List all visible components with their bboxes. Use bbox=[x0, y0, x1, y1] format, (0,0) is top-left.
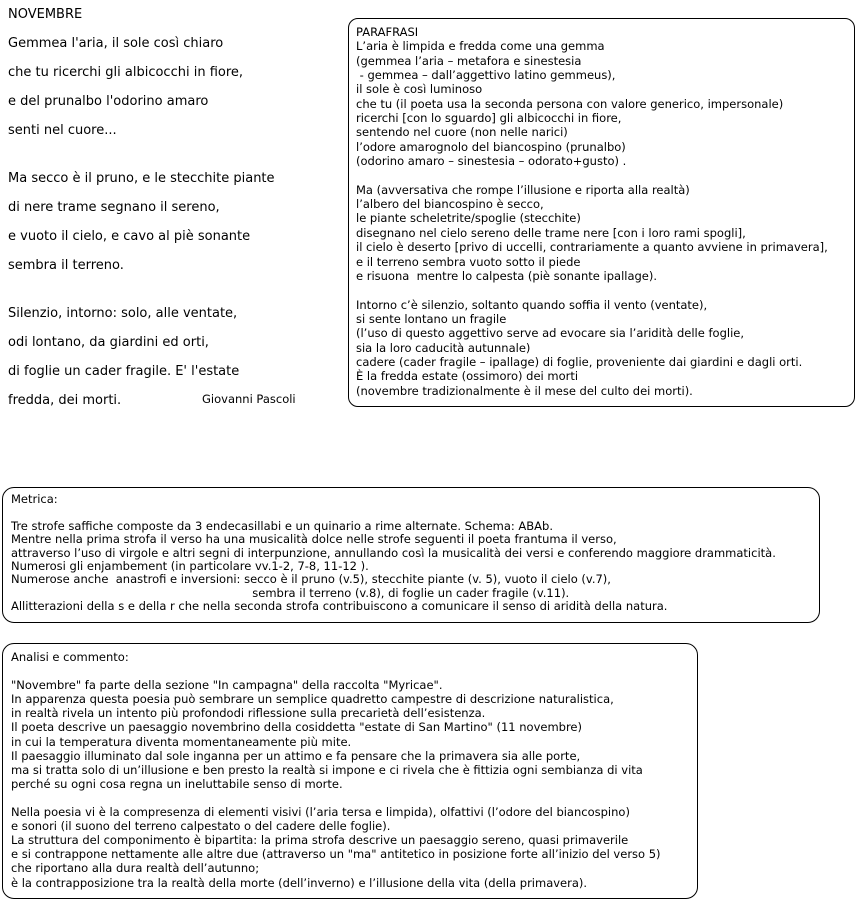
poem-author: Giovanni Pascoli bbox=[202, 392, 296, 406]
poem-title: NOVEMBRE bbox=[8, 7, 83, 22]
parafrasi-line: ricerchi [con lo sguardo] gli albicocchi in fiore, bbox=[356, 111, 622, 126]
poem-line: Gemmea l'aria, il sole così chiaro bbox=[8, 36, 224, 51]
poem-line: di nere trame segnano il sereno, bbox=[8, 200, 220, 215]
analisi-line: che riportano alla dura realtà dell’autunno; bbox=[11, 861, 260, 876]
analisi-line: "Novembre" fa parte della sezione "In campagna" della raccolta "Myricae". bbox=[11, 678, 443, 693]
analisi-line: e sonori (il suono del terreno calpestato o del cadere delle foglie). bbox=[11, 819, 391, 834]
poem-line: odi lontano, da giardini ed orti, bbox=[8, 335, 209, 350]
metrica-line: Allitterazioni della s e della r che nella seconda strofa contribuiscono a comunicare il senso di aridità della natura. bbox=[11, 599, 668, 614]
analisi-line: Nella poesia vi è la compresenza di elementi visivi (l’aria tersa e limpida), olfattivi (l’odore del biancospino) bbox=[11, 805, 630, 820]
analisi-line: In apparenza questa poesia può sembrare un semplice quadretto campestre di descrizione naturalistica, bbox=[11, 692, 614, 707]
parafrasi-line: Ma (avversativa che rompe l’illusione e riporta alla realtà) bbox=[356, 182, 690, 197]
parafrasi-line: il cielo è deserto [privo di uccelli, contrariamente a quanto avviene in primavera], bbox=[356, 240, 828, 255]
poem-line: sembra il terreno. bbox=[8, 258, 124, 273]
metrica-line: attraverso l’uso di virgole e altri segni di interpunzione, annullando così la musicalità dei versi e conferendo maggiore drammaticità. bbox=[11, 545, 776, 560]
parafrasi-line: sentendo nel cuore (non nelle narici) bbox=[356, 125, 568, 140]
parafrasi-line bbox=[356, 168, 848, 182]
analisi-box bbox=[2, 643, 698, 899]
metrica-title: Metrica: bbox=[11, 492, 58, 506]
parafrasi-line: si sente lontano un fragile bbox=[356, 311, 507, 326]
poem-line: Ma secco è il pruno, e le stecchite piante bbox=[8, 171, 275, 186]
parafrasi-lines bbox=[356, 39, 848, 398]
parafrasi-line: sia la loro caducità autunnale) bbox=[356, 340, 531, 355]
metrica-line: Tre strofe saffiche composte da 3 endecasillabi e un quinario a rime alternate. Schema: ABAb. bbox=[11, 518, 553, 533]
parafrasi-line: l’odore amarognolo del biancospino (prunalbo) bbox=[356, 139, 626, 154]
poem-line: Silenzio, intorno: solo, alle ventate, bbox=[8, 306, 238, 321]
parafrasi-line: (odorino amaro – sinestesia – odorato+gusto) . bbox=[356, 154, 627, 169]
metrica-line: sembra il terreno (v.8), di foglie un cader fragile (v.11). bbox=[11, 585, 570, 600]
parafrasi-line: e risuona mentre lo calpesta (piè sonante ipallage). bbox=[356, 268, 658, 283]
parafrasi-line: L’aria è limpida e fredda come una gemma bbox=[356, 39, 605, 54]
poem-lines bbox=[8, 29, 275, 415]
parafrasi-line: - gemmea – dall’aggettivo latino gemmeus), bbox=[356, 68, 616, 83]
metrica-line: Numerose anche anastrofi e inversioni: secco è il pruno (v.5), stecchite piante (v. 5), vuoto il cielo (v.7), bbox=[11, 572, 611, 587]
poem-line: senti nel cuore... bbox=[8, 123, 117, 138]
parafrasi-line: che tu (il poeta usa la seconda persona con valore generico, impersonale) bbox=[356, 96, 784, 111]
parafrasi-line: l’albero del biancospino è secco, bbox=[356, 197, 544, 212]
analisi-line: La struttura del componimento è bipartita: la prima strofa descrive un paesaggio sereno, quasi primaverile bbox=[11, 833, 629, 848]
poem-line: che tu ricerchi gli albicocchi in fiore, bbox=[8, 65, 244, 80]
parafrasi-line: È la fredda estate (ossimoro) dei morti bbox=[356, 369, 579, 384]
poem-line bbox=[8, 145, 275, 164]
analisi-lines bbox=[11, 664, 689, 890]
analisi-line: perché su ogni cosa regna un ineluttabile senso di morte. bbox=[11, 776, 343, 791]
parafrasi-line bbox=[356, 283, 848, 297]
parafrasi-line: le piante scheletrite/spoglie (stecchite) bbox=[356, 211, 581, 226]
parafrasi-line: cadere (cader fragile – ipallage) di foglie, proveniente dai giardini e dagli orti. bbox=[356, 354, 803, 369]
analisi-line: in realtà rivela un intento più profondodi riflessione sulla precarietà dell’esistenza. bbox=[11, 706, 486, 721]
analisi-line: e si contrappone nettamente alle altre due (attraverso un "ma" antitetico in posizione forte all’inizio del verso 5) bbox=[11, 847, 661, 862]
poem-line: fredda, dei morti. bbox=[8, 393, 122, 408]
poem-line: di foglie un cader fragile. E' l'estate bbox=[8, 364, 240, 379]
poem-line: e del prunalbo l'odorino amaro bbox=[8, 94, 209, 109]
parafrasi-line: e il terreno sembra vuoto sotto il piede bbox=[356, 254, 581, 269]
parafrasi-box bbox=[348, 18, 855, 407]
analisi-line: Il paesaggio illuminato dal sole inganna per un attimo e fa pensare che la primavera sia alle porte, bbox=[11, 748, 581, 763]
metrica-box bbox=[2, 487, 820, 623]
parafrasi-line: disegnano nel cielo sereno delle trame nere [con i loro rami spogli], bbox=[356, 225, 746, 240]
poem bbox=[8, 0, 296, 415]
analisi-line: in cui la temperatura diventa momentaneamente più mite. bbox=[11, 734, 352, 749]
parafrasi-line: (gemmea l’aria – metafora e sinestesia bbox=[356, 53, 582, 68]
parafrasi-line: (l’uso di questo aggettivo serve ad evocare sia l’aridità delle foglie, bbox=[356, 326, 744, 341]
analisi-line bbox=[11, 791, 689, 805]
parafrasi-line: Intorno c’è silenzio, soltanto quando soffia il vento (ventate), bbox=[356, 297, 708, 312]
analisi-line: è la contrapposizione tra la realtà della morte (dell’inverno) e l’illusione della vita (della primavera). bbox=[11, 875, 588, 890]
poem-line: e vuoto il cielo, e cavo al piè sonante bbox=[8, 229, 251, 244]
parafrasi-title: PARAFRASI bbox=[356, 25, 419, 39]
analisi-line: ma si tratta solo di un’illusione e ben presto la realtà si impone e ci rivela che è fittizia ogni sembianza di vita bbox=[11, 762, 643, 777]
metrica-lines bbox=[11, 506, 811, 613]
analisi-title: Analisi e commento: bbox=[11, 650, 129, 664]
poem-line bbox=[8, 280, 275, 299]
analisi-line bbox=[11, 664, 689, 678]
metrica-line bbox=[11, 506, 811, 519]
analisi-line: Il poeta descrive un paesaggio novembrino della cosiddetta "estate di San Martino" (11 novembre) bbox=[11, 720, 582, 735]
parafrasi-line: il sole è così luminoso bbox=[356, 82, 483, 97]
parafrasi-line: (novembre tradizionalmente è il mese del culto dei morti). bbox=[356, 383, 693, 398]
metrica-line: Mentre nella prima strofa il verso ha una musicalità dolce nelle strofe seguenti il poeta frantuma il verso, bbox=[11, 532, 617, 547]
metrica-line: Numerosi gli enjambement (in particolare vv.1-2, 7-8, 11-12 ). bbox=[11, 559, 369, 574]
